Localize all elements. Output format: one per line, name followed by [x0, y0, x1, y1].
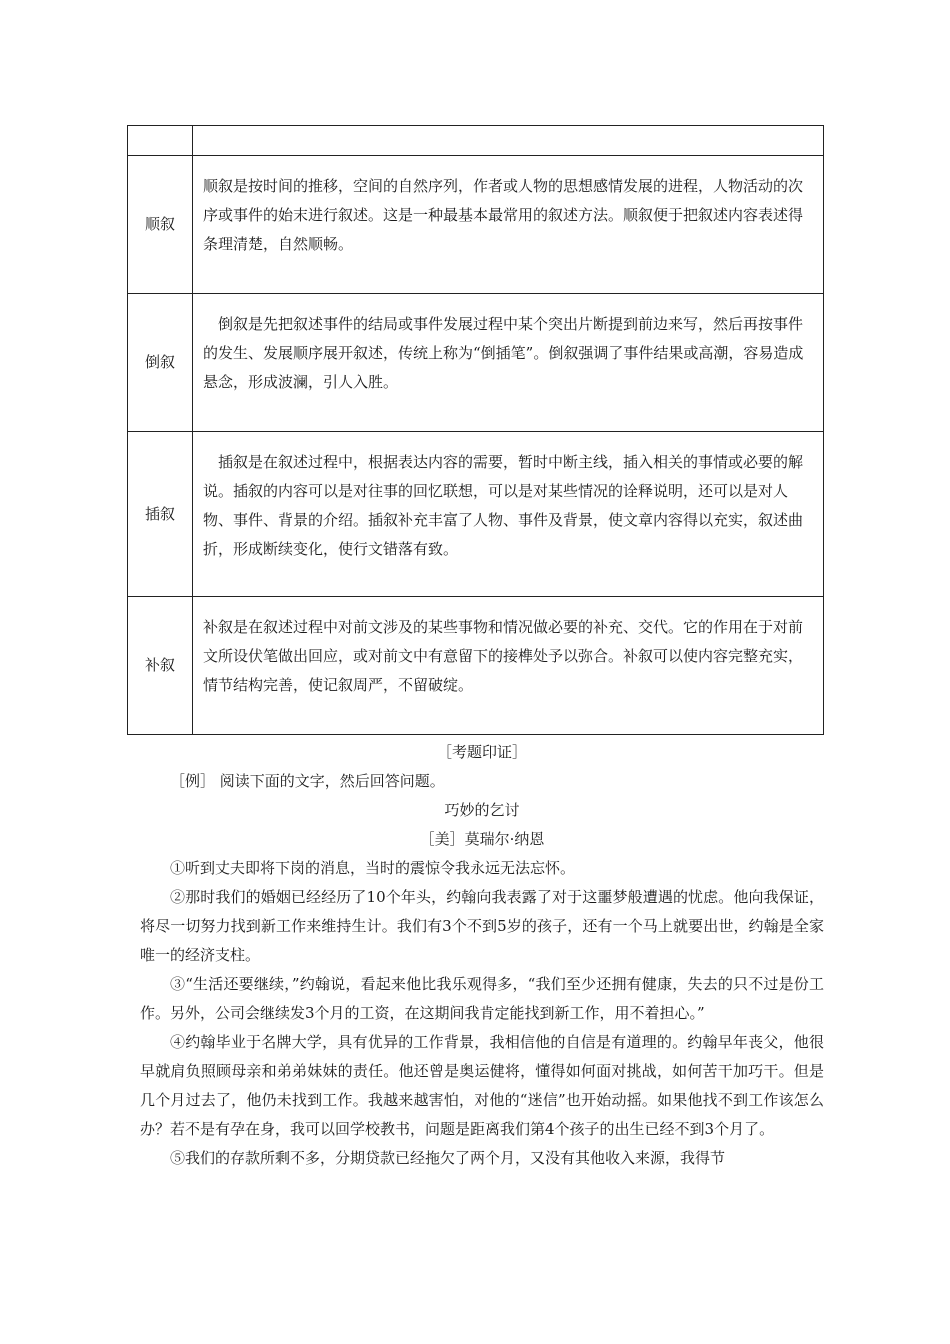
table-row: [128, 294, 824, 432]
table-header-row: [128, 126, 824, 156]
table-header-text-cell: [193, 126, 824, 156]
article-paragraph-2: ②那时我们的婚姻已经经历了10个年头，约翰向我表露了对于这噩梦般遭遇的忧虑。他向我保证，将尽一切努力找到新工作来维持生计。我们有3个不到5岁的孩子，还有一个马上就要出世，约翰是全家唯一的经济支柱。: [140, 888, 824, 964]
article-paragraph-1: ①听到丈夫即将下岗的消息，当时的震惊令我永远无法忘怀。: [170, 859, 576, 877]
example-instruction: ［例］ 阅读下面的文字，然后回答问题。: [170, 772, 445, 790]
method-label: 插叙: [128, 432, 193, 597]
article-paragraph-4: ④约翰毕业于名牌大学，具有优异的工作背景，我相信他的自信是有道理的。约翰早年丧父，他很早就肩负照顾母亲和弟弟妹妹的责任。他还曾是奥运健将，懂得如何面对挑战，如何苦干加巧干。但是几个月过去了，他仍未找到工作。我越来越害怕，对他的“迷信”也开始动摇。如果他找不到工作该怎么办？若不是有孕在身，我可以回学校教书，问题是距离我们第4个孩子的出生已经不到3个月了。: [140, 1033, 824, 1138]
article-paragraph-3: ③“生活还要继续，”约翰说，看起来他比我乐观得多，“我们至少还拥有健康，失去的只不过是份工作。另外，公司会继续发3个月的工资，在这期间我肯定能找到新工作，用不着担心。”: [140, 975, 824, 1022]
table-header-label-cell: [128, 126, 193, 156]
method-description: [193, 156, 824, 294]
method-description-text: 补叙是在叙述过程中对前文涉及的某些事物和情况做必要的补充、交代。它的作用在于对前文所设伏笔做出回应，或对前文中有意留下的接榫处予以弥合。补叙可以使内容完整充实，情节结构完善，使记叙周严，不留破绽。: [203, 618, 804, 694]
method-description: [193, 294, 824, 432]
method-description: [193, 432, 824, 597]
method-description-text: 插叙是在叙述过程中，根据表达内容的需要，暂时中断主线，插入相关的事情或必要的解说。插叙的内容可以是对往事的回忆联想，可以是对某些情况的诠释说明，还可以是对人物、事件、背景的介绍。插叙补充丰富了人物、事件及背景，使文章内容得以充实，叙述曲折，形成断续变化，使行文错落有致。: [203, 453, 804, 558]
article-author: ［美］莫瑞尔·纳恩: [419, 830, 545, 848]
method-description-text: 顺叙是按时间的推移，空间的自然序列，作者或人物的思想感情发展的进程，人物活动的次序或事件的始末进行叙述。这是一种最基本最常用的叙述方法。顺叙便于把叙述内容表述得条理清楚，自然顺畅。: [203, 177, 804, 253]
method-label: 倒叙: [128, 294, 193, 432]
method-description-text: 倒叙是先把叙述事件的结局或事件发展过程中某个突出片断提到前边来写，然后再按事件的发生、发展顺序展开叙述，传统上称为“倒插笔”。倒叙强调了事件结果或高潮，容易造成悬念，形成波澜，引人入胜。: [203, 315, 804, 391]
method-label: 补叙: [128, 597, 193, 735]
table-row: [128, 432, 824, 597]
method-description: [193, 597, 824, 735]
section-title: ［考题印证］: [436, 743, 527, 761]
article-title: 巧妙的乞讨: [444, 801, 520, 819]
table-row: [128, 597, 824, 735]
article-paragraph-5: ⑤我们的存款所剩不多，分期贷款已经拖欠了两个月，又没有其他收入来源，我得节: [170, 1149, 726, 1167]
table-row: [128, 156, 824, 294]
article-section: [140, 738, 824, 1173]
method-label: 顺叙: [128, 156, 193, 294]
narration-methods-table: [127, 125, 824, 735]
